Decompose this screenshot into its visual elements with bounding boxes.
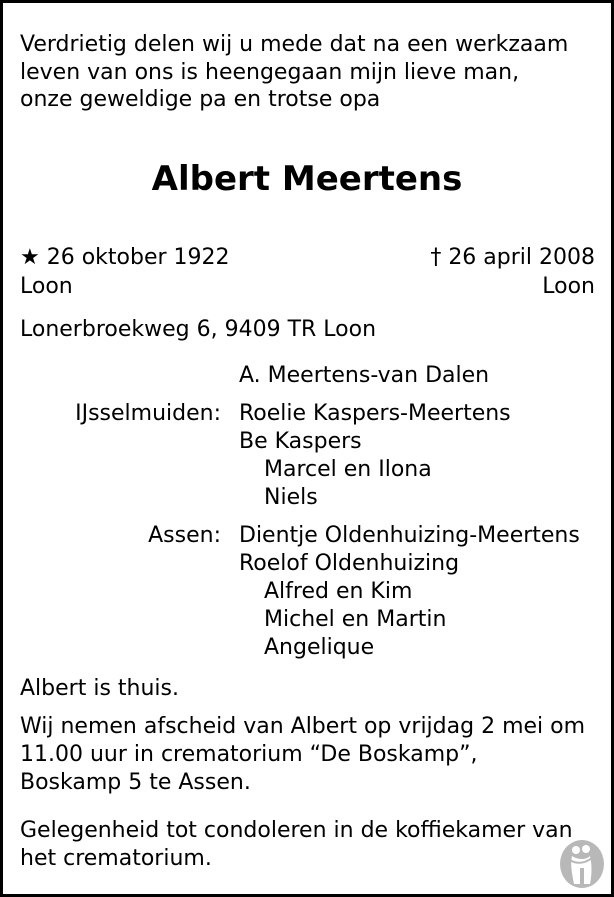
intro-line: Verdrietig delen wij u mede dat na een werkzaam xyxy=(20,32,569,57)
family-member: Roelof Oldenhuizing xyxy=(239,551,460,576)
family-member: Dientje Oldenhuizing-Meertens xyxy=(239,523,580,548)
embrace-figures-logo-icon xyxy=(558,838,606,890)
cross-icon: † xyxy=(430,245,442,270)
grandchild: Michel en Martin xyxy=(264,607,447,632)
farewell-line: 11.00 uur in crematorium “De Boskamp”, xyxy=(20,742,478,767)
condolence-text xyxy=(20,817,573,873)
birth-date-line xyxy=(20,246,230,270)
grandchild: Alfred en Kim xyxy=(264,579,413,604)
intro-line: onze geweldige pa en trotse opa xyxy=(20,87,381,112)
intro-text xyxy=(20,31,568,114)
family-place-label: IJsselmuiden: xyxy=(75,401,221,426)
intro-line: leven van ons is heengegaan mijn lieve man, xyxy=(20,59,520,85)
deceased-name: Albert Meertens xyxy=(151,159,463,199)
address: Lonerbroekweg 6, 9409 TR Loon xyxy=(20,317,377,342)
grandchild: Niels xyxy=(264,485,318,510)
family-member: Roelie Kaspers-Meertens xyxy=(239,401,511,426)
birth-place: Loon xyxy=(20,274,73,299)
spouse-name: A. Meertens-van Dalen xyxy=(239,363,490,388)
farewell-line: Boskamp 5 te Assen. xyxy=(20,770,251,795)
death-place: Loon xyxy=(542,274,595,299)
farewell-text xyxy=(20,713,585,797)
home-note: Albert is thuis. xyxy=(20,676,179,701)
death-date: 26 april 2008 xyxy=(448,245,595,270)
family-member: Be Kaspers xyxy=(239,429,362,454)
star-icon: ★ xyxy=(20,245,40,270)
farewell-line: Wij nemen afscheid van Albert op vrijdag 2 mei om xyxy=(20,714,586,739)
birth-date: 26 oktober 1922 xyxy=(46,245,230,270)
grandchild: Angelique xyxy=(264,635,375,660)
condolence-line: Gelegenheid tot condoleren in de koffiekamer van xyxy=(20,818,573,843)
death-date-line xyxy=(430,246,595,270)
condolence-line: het crematorium. xyxy=(20,846,212,871)
family-place-label: Assen: xyxy=(148,523,221,548)
grandchild: Marcel en Ilona xyxy=(264,457,432,482)
